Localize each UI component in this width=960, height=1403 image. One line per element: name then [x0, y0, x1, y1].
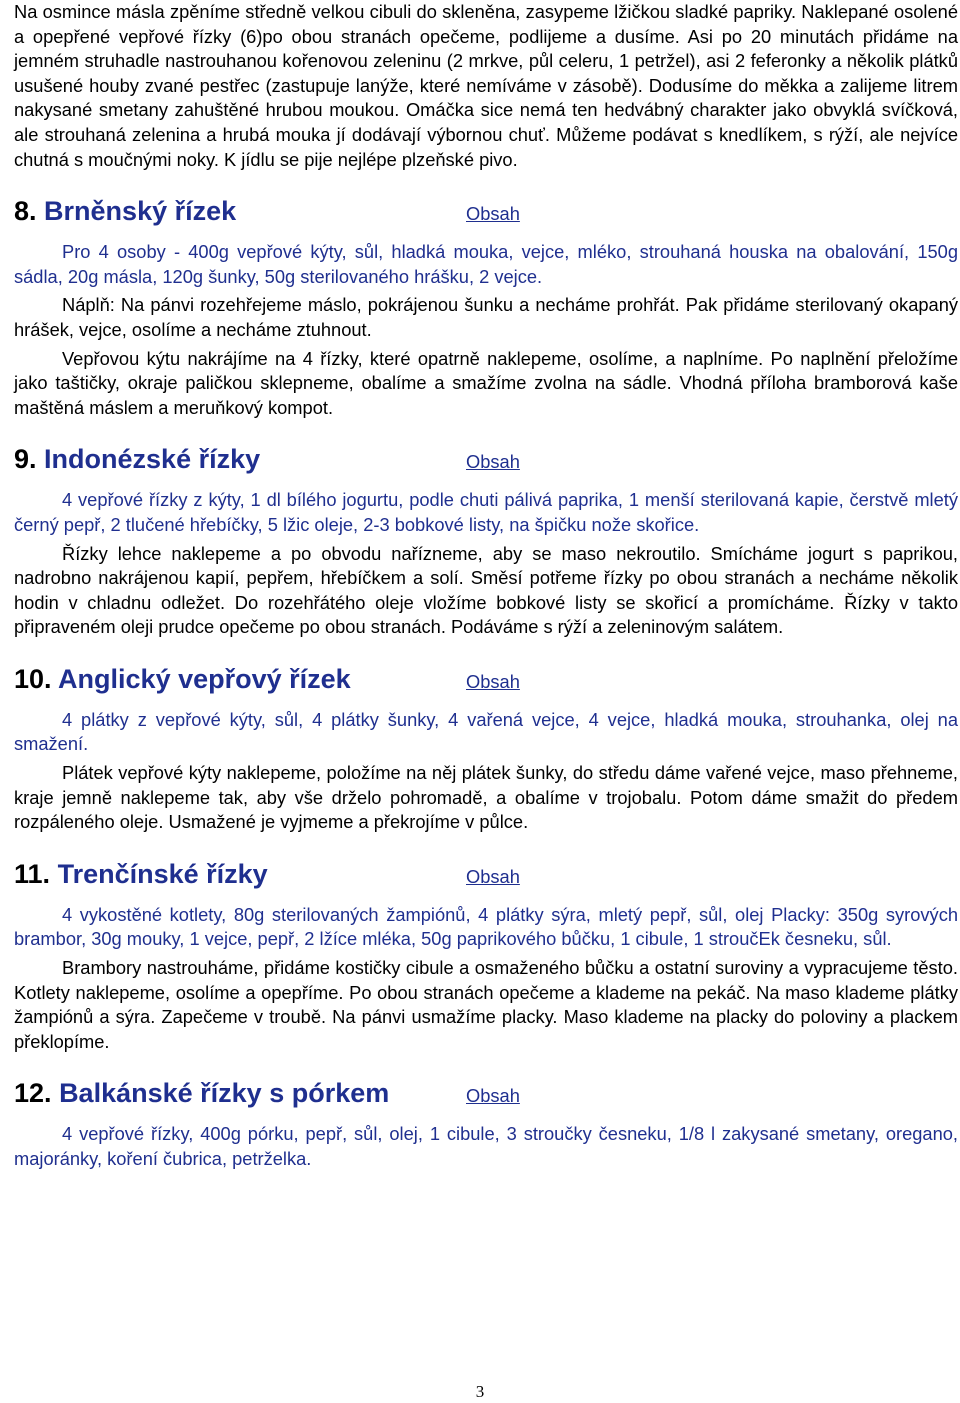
- ingredients-paragraph: 4 vepřové řízky, 400g pórku, pepř, sůl, olej, 1 cibule, 3 stroučky česneku, 1/8 l zakysané smetany, oregano, majoránky, koření čubrica, petrželka.: [14, 1123, 958, 1169]
- recipe-10: [14, 659, 958, 835]
- ingredients-paragraph: 4 vepřové řízky z kýty, 1 dl bílého jogurtu, podle chuti pálivá paprika, 1 menší sterilovaná kapie, čerstvě mletý černý pepř, 2 tlučené hřebíčky, 5 lžic oleje, 2-3 bobkové listy, na špičku nože skořice.: [14, 489, 958, 535]
- recipe-12: [14, 1073, 958, 1171]
- toc-link[interactable]: Obsah: [466, 865, 520, 887]
- toc-link[interactable]: Obsah: [466, 670, 520, 692]
- recipe-9: [14, 439, 958, 640]
- recipe-title: [14, 439, 466, 479]
- recipe-heading: [14, 191, 958, 233]
- recipe-heading: [14, 1073, 958, 1115]
- ingredients-paragraph: Pro 4 osoby - 400g vepřové kýty, sůl, hladká mouka, vejce, mléko, strouhaná houska na obalování, 150g sádla, 20g másla, 120g šunky, 50g sterilovaného hrášku, 2 vejce.: [14, 241, 958, 287]
- recipe-number: 9.: [14, 444, 37, 475]
- recipe-name: Balkánské řízky s pórkem: [59, 1078, 390, 1109]
- page-number: 3: [475, 1382, 485, 1401]
- document-page: [14, 0, 958, 1172]
- recipe-title: [14, 1073, 466, 1113]
- recipe-number: 11.: [14, 858, 51, 889]
- recipe-number: 10.: [14, 663, 52, 694]
- ingredients-paragraph: 4 vykostěné kotlety, 80g sterilovaných žampiónů, 4 plátky sýra, mletý pepř, sůl, olej Placky: 350g syrových brambor, 30g mouky, 1 vejce, pepř, 2 lžíce mléka, 50g paprikového bůčku, 1 cibule, 1 stroučEk česneku, sůl.: [14, 903, 958, 950]
- recipe-name: Trenčínské řízky: [57, 858, 268, 889]
- step-paragraph: Plátek vepřové kýty naklepeme, položíme na něj plátek šunky, do středu dáme vařené vejce, maso přehneme, kraje jemně naklepeme tak, aby vše drželo pohromadě, a obalíme v trojobalu. Potom dáme smažit do předem rozpáleného oleje. Usmažené je vyjmeme a překrojíme v půlce.: [14, 762, 958, 833]
- recipe-name: Brněnský řízek: [44, 196, 237, 227]
- step-paragraph: Brambory nastrouháme, přidáme kostičky cibule a osmaženého bůčku a ostatní suroviny a vypracujeme těsto. Kotlety naklepeme, osolíme a opepříme. Po obou stranách opečeme a klademe na pekáč. Na maso klademe plátky žampiónů a sýra. Zapečeme v troubě. Na pánvi usmažíme placky. Maso klademe na placky do poloviny a plackem překlopíme.: [14, 957, 958, 1052]
- toc-link[interactable]: Obsah: [466, 203, 520, 225]
- step-paragraph: Řízky lehce naklepeme a po obvodu nařízneme, aby se maso nekroutilo. Smícháme jogurt s paprikou, nadrobno nakrájenou kapií, pepřem, hřebíčkem a solí. Směsí potřeme řízky po obou stranách a necháme několik hodin v chladnu odležet. Do rozehřátého oleje vložíme bobkové listy se skořicí a promícháme. Řízky v takto připraveném oleji prudce opečeme po obou stranách. Podáváme s rýží a zeleninovým salátem.: [14, 542, 958, 638]
- recipe-title: [14, 854, 466, 894]
- recipe-8: [14, 191, 958, 420]
- recipe-heading: [14, 439, 958, 481]
- recipe-title: [14, 659, 466, 699]
- step-paragraph: Náplň: Na pánvi rozehřejeme máslo, pokrájenou šunku a necháme prohřát. Pak přidáme sterilovaný okapaný hrášek, vejce, osolíme a necháme ztuhnout.: [14, 294, 958, 340]
- toc-link[interactable]: Obsah: [466, 1085, 520, 1107]
- recipe-title: [14, 191, 466, 231]
- step-paragraph: Vepřovou kýtu nakrájíme na 4 řízky, které opatrně naklepeme, osolíme, a naplníme. Po naplnění přeložíme jako taštičky, okraje paličkou sklepneme, obalíme a smažíme zvolna na sádle. Vhodná příloha bramborová kaše maštěná máslem a meruňkový kompot.: [14, 347, 958, 418]
- recipe-name: Indonézské řízky: [44, 444, 261, 475]
- ingredients-paragraph: 4 plátky z vepřové kýty, sůl, 4 plátky šunky, 4 vařená vejce, 4 vejce, hladká mouka, strouhanka, olej na smažení.: [14, 708, 958, 755]
- recipe-heading: [14, 659, 958, 701]
- recipe-name: Anglický vepřový řízek: [58, 663, 351, 694]
- intro-paragraph: Na osmince másla zpěníme středně velkou cibuli do skleněna, zasypeme lžičkou sladké papriky. Naklepané osolené a opepřené vepřové řízky (6)po obou stranách opečeme, podlijeme a dusíme. Asi po 20 minutách přidáme na jemném struhadle nastrouhanou kořenovou zeleninu (2 mrkve, půl celeru, 1 petržel), asi 2 feferonky a několik plátků usušené houby zvané pestřec (zastupuje lanýže, které nemíváme v zásobě). Dodusíme do měkka a zalijeme litrem nakysané smetany zahuštěné hrubou moukou. Omáčka sice nemá ten hedvábný charakter jako obvyklá svíčková, ale strouhaná zelenina a hrubá mouka jí dodávají výbornou chuť. Můžeme podávat s knedlíkem, s rýží, ale nejvíce chutná s moučnými noky. K jídlu se pije nejlépe plzeňské pivo.: [14, 1, 958, 170]
- recipe-number: 12.: [14, 1078, 52, 1109]
- toc-link[interactable]: Obsah: [466, 451, 520, 473]
- recipe-number: 8.: [14, 196, 37, 227]
- recipe-heading: [14, 854, 958, 896]
- recipe-11: [14, 854, 958, 1055]
